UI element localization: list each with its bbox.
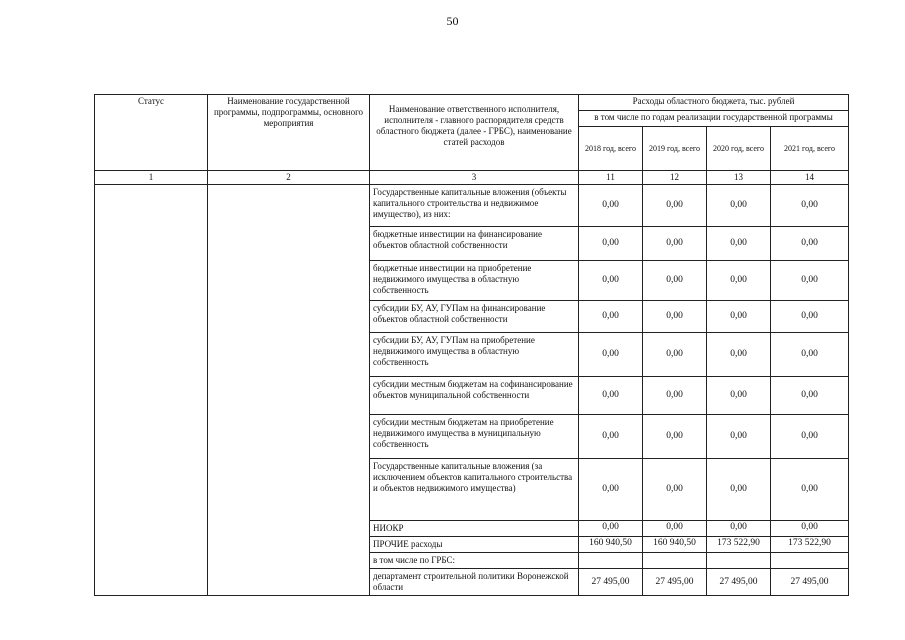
row-value: 0,00 xyxy=(707,261,771,301)
row-value: 160 940,50 xyxy=(643,537,707,553)
row-value: 0,00 xyxy=(707,415,771,459)
row-value: 0,00 xyxy=(771,459,849,521)
row-value: 0,00 xyxy=(579,459,643,521)
col-number: 14 xyxy=(771,171,849,185)
row-value: 173 522,90 xyxy=(707,537,771,553)
row-value: 0,00 xyxy=(707,333,771,377)
row-value: 0,00 xyxy=(643,185,707,227)
page-number: 50 xyxy=(446,14,459,28)
row-value: 0,00 xyxy=(643,459,707,521)
row-value: 0,00 xyxy=(643,261,707,301)
row-value xyxy=(707,553,771,569)
row-value: 0,00 xyxy=(707,459,771,521)
row-value: 160 940,50 xyxy=(579,537,643,553)
row-value: 0,00 xyxy=(771,333,849,377)
col-number: 2 xyxy=(208,171,370,185)
col-number: 13 xyxy=(707,171,771,185)
table-row xyxy=(95,185,849,227)
row-name: Государственные капитальные вложения (объекты капитального строительства и недвижимое имущество), из них: xyxy=(370,185,579,227)
row-value: 0,00 xyxy=(579,377,643,415)
row-value xyxy=(643,553,707,569)
row-name: в том числе по ГРБС: xyxy=(370,553,579,569)
row-value: 0,00 xyxy=(771,415,849,459)
row-value: 27 495,00 xyxy=(579,569,643,596)
header-program: Наименование государственной программы, подпрограммы, основного мероприятия xyxy=(208,95,370,171)
row-value xyxy=(579,553,643,569)
row-value: 0,00 xyxy=(771,185,849,227)
row-name: бюджетные инвестиции на финансирование объектов областной собственности xyxy=(370,227,579,261)
row-name: субсидии местным бюджетам на софинансирование объектов муниципальной собственности xyxy=(370,377,579,415)
row-value: 173 522,90 xyxy=(771,537,849,553)
row-name: субсидии местным бюджетам на приобретение недвижимого имущества в муниципальную собственность xyxy=(370,415,579,459)
header-executor: Наименование ответственного исполнителя, исполнителя - главного распорядителя средств областного бюджета (далее - ГРБС), наименование статей расходов xyxy=(370,95,579,171)
row-value: 27 495,00 xyxy=(771,569,849,596)
row-name: субсидии БУ, АУ, ГУПам на приобретение недвижимого имущества в областную собственность xyxy=(370,333,579,377)
row-value: 0,00 xyxy=(579,227,643,261)
row-value: 0,00 xyxy=(643,227,707,261)
row-name: субсидии БУ, АУ, ГУПам на финансирование объектов областной собственности xyxy=(370,301,579,333)
row-value: 0,00 xyxy=(771,227,849,261)
row-value: 0,00 xyxy=(707,377,771,415)
col-number: 1 xyxy=(95,171,208,185)
row-value: 27 495,00 xyxy=(707,569,771,596)
header-expenses: Расходы областного бюджета, тыс. рублей xyxy=(579,95,849,111)
cell-program-empty xyxy=(208,185,370,596)
row-name: ПРОЧИЕ расходы xyxy=(370,537,579,553)
row-value: 0,00 xyxy=(643,301,707,333)
row-value: 0,00 xyxy=(643,333,707,377)
header-year-2018: 2018 год, всего xyxy=(579,127,643,171)
header-year-2021: 2021 год, всего xyxy=(771,127,849,171)
budget-table xyxy=(94,94,849,596)
row-value: 0,00 xyxy=(771,301,849,333)
col-number: 3 xyxy=(370,171,579,185)
row-value: 0,00 xyxy=(707,521,771,537)
row-value: 0,00 xyxy=(643,521,707,537)
header-status: Статус xyxy=(95,95,208,171)
row-value: 0,00 xyxy=(579,415,643,459)
header-year-2019: 2019 год, всего xyxy=(643,127,707,171)
row-value: 0,00 xyxy=(579,185,643,227)
row-name: Государственные капитальные вложения (за исключением объектов капитального строительства и объектов недвижимого имущества) xyxy=(370,459,579,521)
row-value: 0,00 xyxy=(579,521,643,537)
row-name: НИОКР xyxy=(370,521,579,537)
row-value: 0,00 xyxy=(579,301,643,333)
cell-status-empty xyxy=(95,185,208,596)
col-number: 12 xyxy=(643,171,707,185)
row-name: бюджетные инвестиции на приобретение недвижимого имущества в областную собственность xyxy=(370,261,579,301)
row-value: 0,00 xyxy=(771,377,849,415)
header-by-years: в том числе по годам реализации государственной программы xyxy=(579,111,849,127)
row-value: 0,00 xyxy=(579,261,643,301)
row-value: 0,00 xyxy=(707,227,771,261)
header-year-2020: 2020 год, всего xyxy=(707,127,771,171)
row-value: 0,00 xyxy=(707,301,771,333)
row-value: 0,00 xyxy=(643,415,707,459)
row-value: 0,00 xyxy=(707,185,771,227)
row-value: 0,00 xyxy=(771,261,849,301)
row-value: 0,00 xyxy=(643,377,707,415)
row-name: департамент строительной политики Воронежской области xyxy=(370,569,579,596)
row-value: 0,00 xyxy=(771,521,849,537)
row-value: 0,00 xyxy=(579,333,643,377)
row-value: 27 495,00 xyxy=(643,569,707,596)
col-number: 11 xyxy=(579,171,643,185)
row-value xyxy=(771,553,849,569)
